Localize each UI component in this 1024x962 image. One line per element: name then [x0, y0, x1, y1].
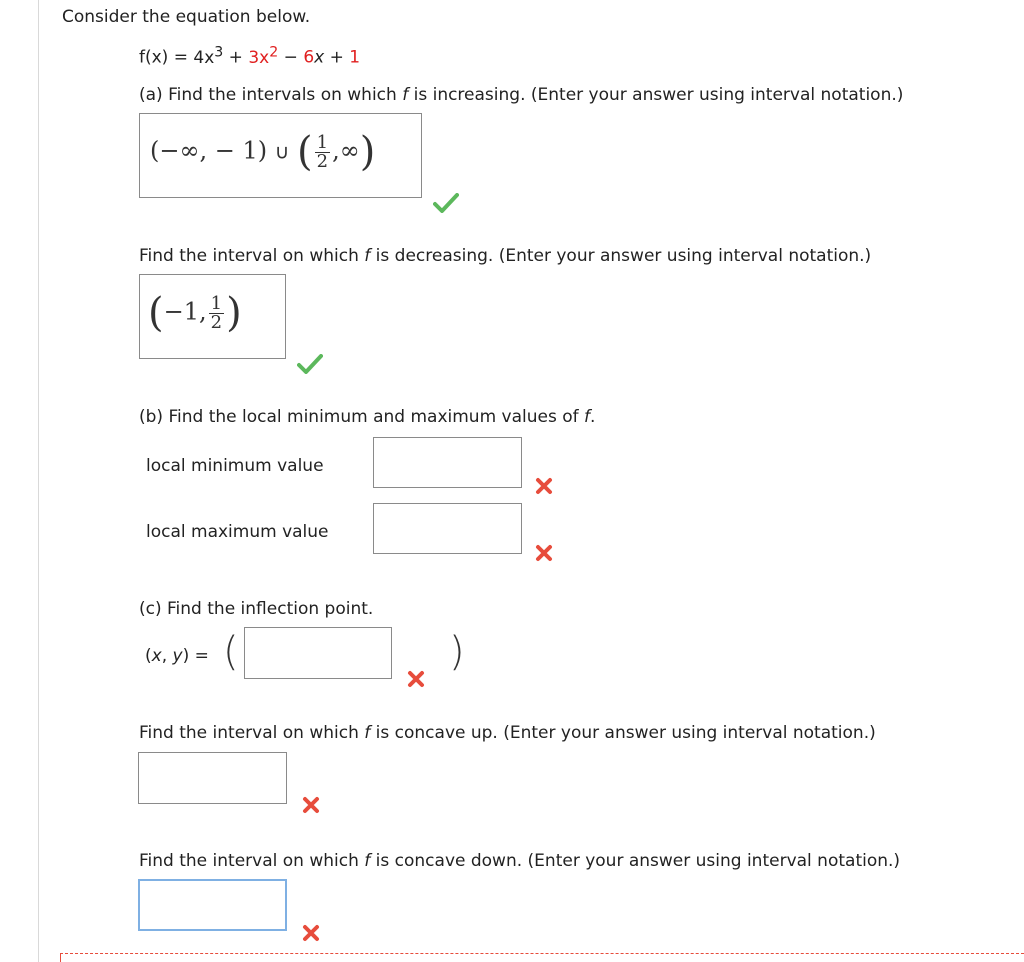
close-paren: ) — [449, 629, 465, 675]
incorrect-x-icon — [302, 796, 320, 814]
part-b-prompt: (b) Find the local minimum and maximum values of f. — [139, 407, 596, 427]
increasing-answer: (−∞, − 1) ∪ ( $\frac{1}{2}$ ,∞) — [150, 129, 376, 175]
equation: $f(x) = 4x^3 + 3x^2 - 6x + 1$ — [139, 44, 361, 68]
decreasing-prompt: Find the interval on which f is decreasing. (Enter your answer using interval notation.) — [139, 246, 872, 266]
concave-up-input[interactable] — [138, 752, 287, 804]
part-c-prompt: (c) Find the inflection point. — [139, 599, 374, 619]
correct-check-icon — [297, 354, 323, 374]
local-max-input[interactable] — [373, 503, 522, 554]
decreasing-answer-box[interactable] — [139, 274, 286, 359]
concave-down-input[interactable] — [138, 879, 287, 931]
concave-down-prompt: Find the interval on which f is concave down. (Enter your answer using interval notation.) — [139, 851, 901, 871]
bottom-dashed-border — [60, 953, 1024, 954]
bottom-dashed-border-corner — [60, 953, 61, 962]
incorrect-x-icon — [535, 477, 553, 495]
decreasing-answer: (−1, $\frac{1}{2}$ ) — [148, 290, 242, 336]
inflection-point-input[interactable] — [244, 627, 392, 679]
incorrect-x-icon — [302, 924, 320, 942]
inflection-xy-label: (x, y) = — [145, 646, 209, 666]
local-min-input[interactable] — [373, 437, 522, 488]
concave-up-prompt: Find the interval on which f is concave up. (Enter your answer using interval notation.) — [139, 723, 876, 743]
open-paren: ( — [223, 629, 239, 675]
left-border — [38, 0, 39, 962]
incorrect-x-icon — [535, 544, 553, 562]
increasing-answer-box[interactable] — [139, 113, 422, 198]
part-a-prompt: (a) Find the intervals on which f is increasing. (Enter your answer using interval notation.) — [139, 85, 904, 105]
intro-text: Consider the equation below. — [62, 7, 311, 27]
term-3x2: $3x^2$ — [248, 44, 279, 68]
local-min-label: local minimum value — [146, 456, 324, 476]
local-max-label: local maximum value — [146, 522, 329, 542]
term-4x3: $4x^3$ — [193, 44, 224, 68]
correct-check-icon — [433, 193, 459, 213]
incorrect-x-icon — [407, 670, 425, 688]
